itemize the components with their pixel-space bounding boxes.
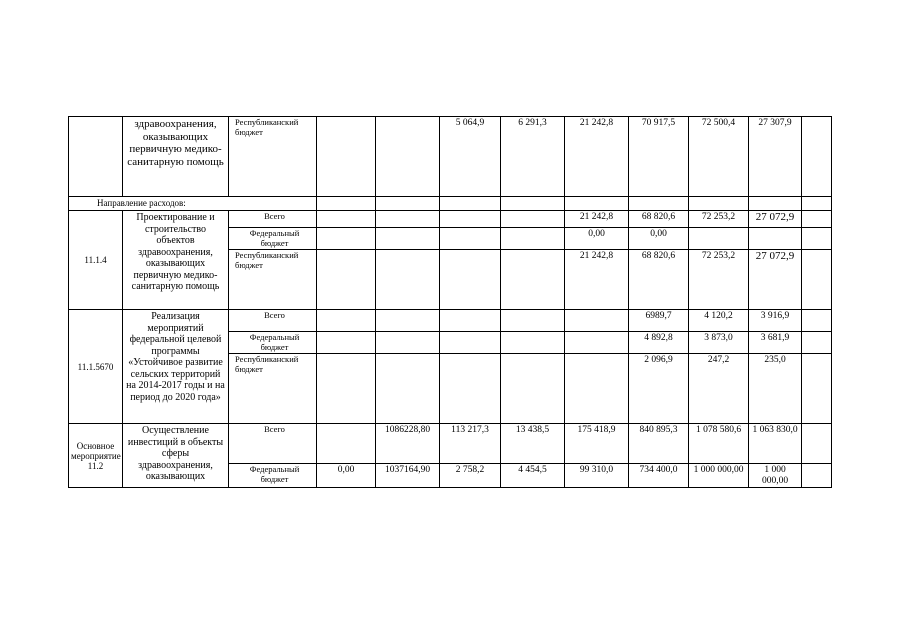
measure-code: Основное мероприятие 11.2 bbox=[69, 424, 123, 488]
code-cell bbox=[69, 117, 123, 197]
funding-source: Федеральный бюджет bbox=[229, 332, 317, 354]
measure-name: Осуществление инвестиций в объекты сферы здравоохранения, оказывающих bbox=[123, 424, 229, 488]
value-cell: 72 253,2 bbox=[689, 250, 749, 310]
value-cell: 21 242,8 bbox=[565, 211, 629, 228]
value-cell: 21 242,8 bbox=[565, 117, 629, 197]
value-cell: 1086228,80 bbox=[376, 424, 440, 464]
funding-source: Федеральный бюджет bbox=[229, 464, 317, 488]
value-cell: 0,00 bbox=[629, 228, 689, 250]
value-cell: 72 253,2 bbox=[689, 211, 749, 228]
value-cell bbox=[440, 354, 501, 424]
value-cell bbox=[440, 211, 501, 228]
value-cell bbox=[802, 424, 832, 464]
value-cell bbox=[440, 332, 501, 354]
value-cell bbox=[802, 117, 832, 197]
funding-source: Республиканский бюджет bbox=[229, 117, 317, 197]
measure-name: здравоохранения, оказывающих первичную медико-санитарную помощь bbox=[123, 117, 229, 197]
value-cell bbox=[802, 310, 832, 332]
value-cell bbox=[802, 211, 832, 228]
value-cell bbox=[749, 228, 802, 250]
value-cell: 175 418,9 bbox=[565, 424, 629, 464]
budget-table bbox=[68, 116, 832, 488]
value-cell bbox=[317, 424, 376, 464]
value-cell: 1 000 000,00 bbox=[689, 464, 749, 488]
value-cell: 3 873,0 bbox=[689, 332, 749, 354]
value-cell: 1 078 580,6 bbox=[689, 424, 749, 464]
value-cell: 1 000 000,00 bbox=[749, 464, 802, 488]
funding-source: Всего bbox=[229, 310, 317, 332]
value-cell: 1 063 830,0 bbox=[749, 424, 802, 464]
value-cell bbox=[317, 211, 376, 228]
value-cell bbox=[376, 250, 440, 310]
funding-source: Всего bbox=[229, 424, 317, 464]
value-cell bbox=[501, 250, 565, 310]
value-cell: 4 454,5 bbox=[501, 464, 565, 488]
funding-source: Республиканский бюджет bbox=[229, 354, 317, 424]
measure-code: 11.1.4 bbox=[69, 211, 123, 310]
value-cell bbox=[440, 310, 501, 332]
value-cell: 113 217,3 bbox=[440, 424, 501, 464]
value-cell bbox=[376, 211, 440, 228]
value-cell bbox=[376, 228, 440, 250]
value-cell bbox=[565, 310, 629, 332]
value-cell: 2 096,9 bbox=[629, 354, 689, 424]
value-cell: 6989,7 bbox=[629, 310, 689, 332]
value-cell bbox=[501, 228, 565, 250]
value-cell: 72 500,4 bbox=[689, 117, 749, 197]
value-cell bbox=[317, 250, 376, 310]
measure-name: Проектирование и строительство объектов здравоохранения, оказывающих первичную медико-санитарную помощь bbox=[123, 211, 229, 310]
value-cell: 840 895,3 bbox=[629, 424, 689, 464]
value-cell bbox=[317, 310, 376, 332]
value-cell bbox=[565, 354, 629, 424]
value-cell: 27 072,9 bbox=[749, 211, 802, 228]
value-cell: 13 438,5 bbox=[501, 424, 565, 464]
value-cell: 1037164,90 bbox=[376, 464, 440, 488]
value-cell: 235,0 bbox=[749, 354, 802, 424]
value-cell: 5 064,9 bbox=[440, 117, 501, 197]
measure-name: Реализация мероприятий федеральной целевой программы «Устойчивое развитие сельских территорий на 2014-2017 годы и на период до 2020 года» bbox=[123, 310, 229, 424]
value-cell: 4 892,8 bbox=[629, 332, 689, 354]
value-cell bbox=[376, 354, 440, 424]
value-cell bbox=[802, 354, 832, 424]
direction-label: Направление расходов: bbox=[69, 197, 317, 211]
value-cell bbox=[802, 228, 832, 250]
value-cell bbox=[440, 228, 501, 250]
value-cell: 0,00 bbox=[317, 464, 376, 488]
measure-code: 11.1.5670 bbox=[69, 310, 123, 424]
value-cell bbox=[317, 332, 376, 354]
value-cell: 68 820,6 bbox=[629, 211, 689, 228]
value-cell: 99 310,0 bbox=[565, 464, 629, 488]
value-cell bbox=[565, 332, 629, 354]
value-cell bbox=[376, 332, 440, 354]
value-cell: 247,2 bbox=[689, 354, 749, 424]
value-cell bbox=[317, 354, 376, 424]
value-cell bbox=[802, 332, 832, 354]
value-cell: 21 242,8 bbox=[565, 250, 629, 310]
value-cell: 70 917,5 bbox=[629, 117, 689, 197]
value-cell: 3 916,9 bbox=[749, 310, 802, 332]
value-cell bbox=[501, 354, 565, 424]
value-cell: 27 307,9 bbox=[749, 117, 802, 197]
table-row bbox=[69, 310, 832, 332]
value-cell bbox=[802, 250, 832, 310]
value-cell bbox=[689, 228, 749, 250]
value-cell: 0,00 bbox=[565, 228, 629, 250]
value-cell: 27 072,9 bbox=[749, 250, 802, 310]
table-row bbox=[69, 211, 832, 228]
value-cell bbox=[501, 211, 565, 228]
funding-source: Всего bbox=[229, 211, 317, 228]
value-cell: 2 758,2 bbox=[440, 464, 501, 488]
value-cell bbox=[440, 250, 501, 310]
value-cell: 68 820,6 bbox=[629, 250, 689, 310]
funding-source: Федеральный бюджет bbox=[229, 228, 317, 250]
value-cell: 734 400,0 bbox=[629, 464, 689, 488]
funding-source: Республиканский бюджет bbox=[229, 250, 317, 310]
value-cell bbox=[317, 117, 376, 197]
value-cell: 3 681,9 bbox=[749, 332, 802, 354]
value-cell bbox=[802, 464, 832, 488]
table-row bbox=[69, 117, 832, 197]
value-cell: 4 120,2 bbox=[689, 310, 749, 332]
value-cell: 6 291,3 bbox=[501, 117, 565, 197]
value-cell bbox=[501, 332, 565, 354]
table-row bbox=[69, 197, 832, 211]
value-cell bbox=[376, 117, 440, 197]
table-row bbox=[69, 424, 832, 464]
value-cell bbox=[501, 310, 565, 332]
value-cell bbox=[376, 310, 440, 332]
value-cell bbox=[317, 228, 376, 250]
